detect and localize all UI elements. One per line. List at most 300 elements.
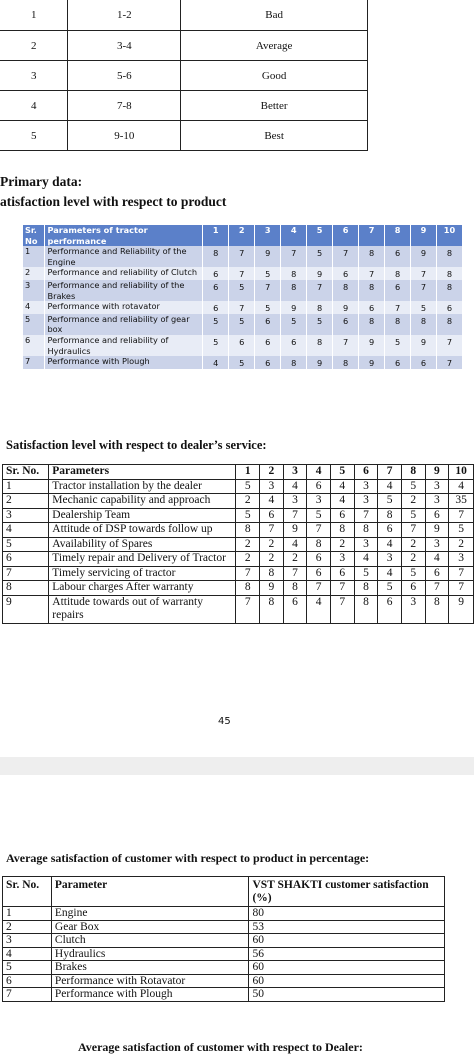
rating-label-cell: Better — [181, 91, 368, 121]
sr-no-cell: 5 — [3, 537, 49, 552]
score-cell: 5 — [401, 479, 425, 494]
satisfaction-percent-cell: 53 — [249, 920, 445, 934]
score-cell: 7 — [359, 267, 385, 280]
score-cell: 3 — [425, 537, 449, 552]
table-row — [3, 988, 445, 1002]
score-range-cell: 9-10 — [68, 121, 181, 151]
score-cell: 5 — [411, 301, 437, 314]
score-cell: 8 — [236, 581, 260, 596]
column-header-4: 3 — [255, 225, 281, 246]
score-cell: 3 — [425, 479, 449, 494]
score-cell: 7 — [229, 246, 255, 267]
score-cell: 2 — [283, 552, 307, 567]
score-cell: 7 — [449, 508, 474, 523]
parameter-cell: Availability of Spares — [49, 537, 236, 552]
score-cell: 5 — [255, 301, 281, 314]
rating-level-cell: 5 — [0, 121, 68, 151]
column-header-7: 6 — [333, 225, 359, 246]
score-cell: 6 — [425, 566, 449, 581]
score-cell: 2 — [449, 537, 474, 552]
parameter-cell: Engine — [51, 907, 249, 921]
score-cell: 7 — [449, 581, 474, 596]
column-header-6: 5 — [330, 465, 354, 480]
sr-no-cell: 1 — [3, 907, 52, 921]
score-cell: 6 — [411, 356, 437, 369]
score-cell: 2 — [260, 537, 284, 552]
score-cell: 4 — [378, 479, 402, 494]
score-cell: 8 — [307, 335, 333, 356]
score-cell: 5 — [354, 566, 378, 581]
sr-no-cell: 2 — [23, 267, 45, 280]
sr-no-header: Sr. No. — [3, 877, 52, 907]
score-cell: 4 — [260, 494, 284, 509]
score-cell: 8 — [236, 523, 260, 538]
rating-level-cell: 1 — [0, 0, 68, 31]
sr-no-cell: 6 — [3, 974, 52, 988]
sr-no-cell: 7 — [3, 566, 49, 581]
table-row — [23, 267, 463, 280]
table-row — [3, 947, 445, 961]
parameter-cell: Timely servicing of tractor — [49, 566, 236, 581]
score-cell: 7 — [411, 280, 437, 301]
score-cell: 4 — [203, 356, 229, 369]
avg-product-satisfaction-table — [2, 876, 445, 1002]
score-cell: 6 — [203, 267, 229, 280]
score-cell: 8 — [307, 537, 331, 552]
score-cell: 9 — [359, 356, 385, 369]
score-cell: 6 — [378, 523, 402, 538]
satisfaction-percent-cell: 60 — [249, 934, 445, 948]
column-header-9: 8 — [385, 225, 411, 246]
score-cell: 4 — [307, 595, 331, 623]
score-cell: 2 — [401, 537, 425, 552]
satisfaction-percent-cell: 56 — [249, 947, 445, 961]
satisfaction-percent-header: VST SHAKTI customer satisfaction (%) — [249, 877, 445, 907]
column-header-4: 3 — [283, 465, 307, 480]
score-cell: 7 — [307, 581, 331, 596]
table-row — [3, 920, 445, 934]
score-cell: 6 — [283, 595, 307, 623]
sr-no-cell: 7 — [23, 356, 45, 369]
score-cell: 7 — [283, 508, 307, 523]
dealer-satisfaction-heading: Satisfaction level with respect to dealer’s service: — [6, 438, 267, 452]
score-cell: 5 — [203, 335, 229, 356]
score-cell: 8 — [281, 280, 307, 301]
score-cell: 8 — [359, 314, 385, 335]
score-cell: 7 — [425, 581, 449, 596]
avg-product-heading: Average satisfaction of customer with respect to product in percentage: — [6, 851, 370, 865]
score-cell: 2 — [236, 537, 260, 552]
score-cell: 5 — [378, 494, 402, 509]
parameter-cell: Performance with rotavator — [45, 301, 203, 314]
column-header-2: 1 — [236, 465, 260, 480]
score-cell: 8 — [203, 246, 229, 267]
product-table-body — [23, 246, 463, 369]
avg-dealer-heading: Average satisfaction of customer with respect to Dealer: — [78, 1040, 363, 1054]
sr-no-cell: 2 — [3, 920, 52, 934]
column-header-3: 2 — [229, 225, 255, 246]
score-cell: 7 — [330, 595, 354, 623]
score-cell: 3 — [330, 552, 354, 567]
score-cell: 5 — [307, 246, 333, 267]
sr-no-cell: 2 — [3, 494, 49, 509]
table-row — [3, 961, 445, 975]
score-cell: 5 — [236, 479, 260, 494]
score-cell: 7 — [330, 581, 354, 596]
satisfaction-percent-cell: 60 — [249, 974, 445, 988]
column-header-5: 4 — [307, 465, 331, 480]
rating-label-cell: Average — [181, 31, 368, 61]
score-cell: 7 — [449, 566, 474, 581]
score-cell: 4 — [425, 552, 449, 567]
score-cell: 5 — [385, 335, 411, 356]
parameter-cell: Mechanic capability and approach — [49, 494, 236, 509]
column-header-11: 10 — [437, 225, 463, 246]
table-row — [23, 314, 463, 335]
parameter-header: Parameter — [51, 877, 249, 907]
parameter-cell: Clutch — [51, 934, 249, 948]
scale-row — [0, 91, 368, 121]
table-row — [3, 494, 474, 509]
satisfaction-percent-cell: 60 — [249, 961, 445, 975]
column-header-2: 1 — [203, 225, 229, 246]
column-header-10: 9 — [425, 465, 449, 480]
score-cell: 2 — [330, 537, 354, 552]
score-cell: 8 — [354, 595, 378, 623]
avg-table-body — [3, 907, 445, 1002]
avg-table-header-row — [3, 877, 445, 907]
parameter-cell: Attitude towards out of warranty repairs — [49, 595, 236, 623]
score-cell: 7 — [229, 267, 255, 280]
score-cell: 8 — [385, 267, 411, 280]
score-cell: 7 — [307, 280, 333, 301]
column-header-3: 2 — [260, 465, 284, 480]
score-cell: 7 — [437, 356, 463, 369]
sr-no-cell: 1 — [3, 479, 49, 494]
score-cell: 35 — [449, 494, 474, 509]
scale-row — [0, 0, 368, 31]
sr-no-cell: 6 — [23, 335, 45, 356]
parameter-cell: Performance with Rotavator — [51, 974, 249, 988]
score-cell: 7 — [437, 335, 463, 356]
parameter-cell: Performance and Reliability of the Engine — [45, 246, 203, 267]
score-cell: 9 — [411, 335, 437, 356]
table-row — [3, 974, 445, 988]
score-cell: 8 — [354, 581, 378, 596]
score-cell: 5 — [281, 314, 307, 335]
table-row — [23, 246, 463, 267]
score-cell: 4 — [283, 479, 307, 494]
parameter-cell: Gear Box — [51, 920, 249, 934]
score-cell: 4 — [378, 537, 402, 552]
score-cell: 7 — [411, 267, 437, 280]
score-cell: 9 — [359, 335, 385, 356]
score-cell: 6 — [359, 301, 385, 314]
score-range-cell: 7-8 — [68, 91, 181, 121]
score-cell: 8 — [354, 523, 378, 538]
score-cell: 7 — [385, 301, 411, 314]
score-cell: 8 — [425, 595, 449, 623]
score-cell: 5 — [236, 508, 260, 523]
score-cell: 7 — [354, 508, 378, 523]
rating-scale-table — [0, 0, 368, 151]
score-cell: 8 — [281, 267, 307, 280]
rating-scale-body — [0, 0, 368, 151]
score-cell: 8 — [330, 523, 354, 538]
score-cell: 6 — [255, 314, 281, 335]
table-row — [3, 907, 445, 921]
parameter-header: Parameters of tractor performance — [45, 225, 203, 246]
score-cell: 5 — [401, 566, 425, 581]
score-cell: 9 — [281, 301, 307, 314]
score-cell: 9 — [283, 523, 307, 538]
score-cell: 9 — [449, 595, 474, 623]
column-header-11: 10 — [449, 465, 474, 480]
score-cell: 4 — [330, 479, 354, 494]
score-cell: 6 — [203, 301, 229, 314]
score-cell: 5 — [449, 523, 474, 538]
score-cell: 6 — [385, 356, 411, 369]
sr-no-header: Sr. No — [23, 225, 45, 246]
table-row — [23, 335, 463, 356]
score-cell: 8 — [437, 280, 463, 301]
table-row — [23, 301, 463, 314]
score-cell: 3 — [425, 494, 449, 509]
score-cell: 9 — [255, 246, 281, 267]
score-cell: 4 — [330, 494, 354, 509]
score-cell: 9 — [260, 581, 284, 596]
score-cell: 3 — [401, 595, 425, 623]
score-cell: 6 — [385, 280, 411, 301]
table-row — [3, 581, 474, 596]
table-row — [3, 479, 474, 494]
score-cell: 8 — [411, 314, 437, 335]
scale-row — [0, 31, 368, 61]
score-cell: 9 — [411, 246, 437, 267]
score-cell: 6 — [255, 356, 281, 369]
rating-level-cell: 2 — [0, 31, 68, 61]
parameter-cell: Performance and reliability of Clutch — [45, 267, 203, 280]
satisfaction-percent-cell: 80 — [249, 907, 445, 921]
sr-no-cell: 8 — [3, 581, 49, 596]
score-cell: 8 — [437, 246, 463, 267]
score-cell: 6 — [330, 508, 354, 523]
score-cell: 6 — [378, 595, 402, 623]
sr-no-header: Sr. No. — [3, 465, 49, 480]
score-range-cell: 3-4 — [68, 31, 181, 61]
score-cell: 7 — [281, 246, 307, 267]
score-cell: 2 — [236, 552, 260, 567]
column-header-9: 8 — [401, 465, 425, 480]
parameter-cell: Labour charges After warranty — [49, 581, 236, 596]
score-cell: 7 — [401, 523, 425, 538]
score-cell: 9 — [307, 267, 333, 280]
sr-no-cell: 4 — [23, 301, 45, 314]
table-row — [3, 934, 445, 948]
score-cell: 8 — [260, 566, 284, 581]
score-cell: 5 — [229, 356, 255, 369]
product-satisfaction-table — [23, 225, 463, 369]
page-number: 45 — [218, 716, 231, 727]
score-cell: 2 — [236, 494, 260, 509]
column-header-8: 7 — [359, 225, 385, 246]
score-cell: 9 — [425, 523, 449, 538]
score-cell: 3 — [260, 479, 284, 494]
parameter-cell: Performance and reliability of Hydraulics — [45, 335, 203, 356]
score-cell: 8 — [385, 314, 411, 335]
sr-no-cell: 3 — [3, 934, 52, 948]
product-satisfaction-heading: atisfaction level with respect to product — [0, 194, 227, 209]
score-range-cell: 5-6 — [68, 61, 181, 91]
table-row — [3, 508, 474, 523]
column-header-10: 9 — [411, 225, 437, 246]
score-cell: 3 — [354, 479, 378, 494]
score-cell: 6 — [203, 280, 229, 301]
parameter-cell: Tractor installation by the dealer — [49, 479, 236, 494]
table-row — [3, 537, 474, 552]
column-header-7: 6 — [354, 465, 378, 480]
primary-data-heading: Primary data: — [0, 174, 83, 189]
score-cell: 8 — [437, 314, 463, 335]
score-cell: 8 — [283, 581, 307, 596]
satisfaction-percent-cell: 50 — [249, 988, 445, 1002]
table-row — [3, 523, 474, 538]
score-cell: 6 — [255, 335, 281, 356]
page-separator — [0, 757, 474, 775]
score-cell: 5 — [307, 508, 331, 523]
score-cell: 6 — [307, 566, 331, 581]
sr-no-cell: 3 — [3, 508, 49, 523]
scale-row — [0, 61, 368, 91]
column-header-5: 4 — [281, 225, 307, 246]
score-cell: 4 — [449, 479, 474, 494]
score-cell: 7 — [255, 280, 281, 301]
column-header-8: 7 — [378, 465, 402, 480]
score-cell: 8 — [359, 246, 385, 267]
score-cell: 3 — [283, 494, 307, 509]
parameter-cell: Hydraulics — [51, 947, 249, 961]
sr-no-cell: 3 — [23, 280, 45, 301]
score-cell: 6 — [307, 479, 331, 494]
score-cell: 5 — [203, 314, 229, 335]
score-cell: 6 — [307, 552, 331, 567]
sr-no-cell: 9 — [3, 595, 49, 623]
sr-no-cell: 7 — [3, 988, 52, 1002]
sr-no-cell: 4 — [3, 947, 52, 961]
score-cell: 8 — [437, 267, 463, 280]
parameter-cell: Performance and reliability of the Brakes — [45, 280, 203, 301]
score-cell: 6 — [401, 581, 425, 596]
table-row — [3, 566, 474, 581]
sr-no-cell: 6 — [3, 552, 49, 567]
sr-no-cell: 1 — [23, 246, 45, 267]
score-cell: 8 — [378, 508, 402, 523]
score-cell: 5 — [229, 280, 255, 301]
score-cell: 7 — [333, 335, 359, 356]
scale-row — [0, 121, 368, 151]
score-cell: 3 — [307, 494, 331, 509]
rating-level-cell: 4 — [0, 91, 68, 121]
score-cell: 2 — [401, 552, 425, 567]
dealer-table-body — [3, 479, 474, 623]
score-cell: 8 — [359, 280, 385, 301]
parameter-cell: Performance with Plough — [45, 356, 203, 369]
parameter-cell: Performance and reliability of gear box — [45, 314, 203, 335]
score-cell: 6 — [425, 508, 449, 523]
score-cell: 5 — [307, 314, 333, 335]
score-cell: 6 — [330, 566, 354, 581]
sr-no-cell: 5 — [3, 961, 52, 975]
sr-no-cell: 5 — [23, 314, 45, 335]
score-cell: 3 — [449, 552, 474, 567]
score-cell: 5 — [255, 267, 281, 280]
score-cell: 7 — [307, 523, 331, 538]
score-cell: 7 — [229, 301, 255, 314]
rating-label-cell: Bad — [181, 0, 368, 31]
score-cell: 3 — [354, 494, 378, 509]
score-cell: 6 — [333, 314, 359, 335]
score-cell: 4 — [354, 552, 378, 567]
table-row — [23, 356, 463, 369]
score-cell: 6 — [333, 267, 359, 280]
parameter-cell: Attitude of DSP towards follow up — [49, 523, 236, 538]
score-cell: 4 — [378, 566, 402, 581]
table-row — [23, 280, 463, 301]
score-cell: 5 — [229, 314, 255, 335]
score-cell: 8 — [333, 356, 359, 369]
column-header-6: 5 — [307, 225, 333, 246]
score-cell: 9 — [307, 356, 333, 369]
score-cell: 8 — [333, 280, 359, 301]
score-range-cell: 1-2 — [68, 0, 181, 31]
score-cell: 3 — [354, 537, 378, 552]
parameter-cell: Brakes — [51, 961, 249, 975]
score-cell: 7 — [260, 523, 284, 538]
score-cell: 4 — [283, 537, 307, 552]
score-cell: 9 — [333, 301, 359, 314]
score-cell: 6 — [260, 508, 284, 523]
score-cell: 7 — [283, 566, 307, 581]
score-cell: 8 — [260, 595, 284, 623]
score-cell: 2 — [401, 494, 425, 509]
dealer-satisfaction-table — [2, 464, 474, 624]
table-row — [3, 552, 474, 567]
score-cell: 8 — [307, 301, 333, 314]
score-cell: 5 — [378, 581, 402, 596]
score-cell: 7 — [236, 566, 260, 581]
product-table-header-row — [23, 225, 463, 246]
score-cell: 6 — [281, 335, 307, 356]
parameter-cell: Timely repair and Delivery of Tractor — [49, 552, 236, 567]
sr-no-cell: 4 — [3, 523, 49, 538]
score-cell: 5 — [401, 508, 425, 523]
score-cell: 6 — [437, 301, 463, 314]
score-cell: 6 — [385, 246, 411, 267]
rating-label-cell: Best — [181, 121, 368, 151]
score-cell: 6 — [229, 335, 255, 356]
rating-label-cell: Good — [181, 61, 368, 91]
parameter-header: Parameters — [49, 465, 236, 480]
score-cell: 3 — [378, 552, 402, 567]
score-cell: 2 — [260, 552, 284, 567]
parameter-cell: Performance with Plough — [51, 988, 249, 1002]
score-cell: 7 — [333, 246, 359, 267]
score-cell: 7 — [236, 595, 260, 623]
rating-level-cell: 3 — [0, 61, 68, 91]
table-row — [3, 595, 474, 623]
score-cell: 8 — [281, 356, 307, 369]
dealer-table-header-row — [3, 465, 474, 480]
